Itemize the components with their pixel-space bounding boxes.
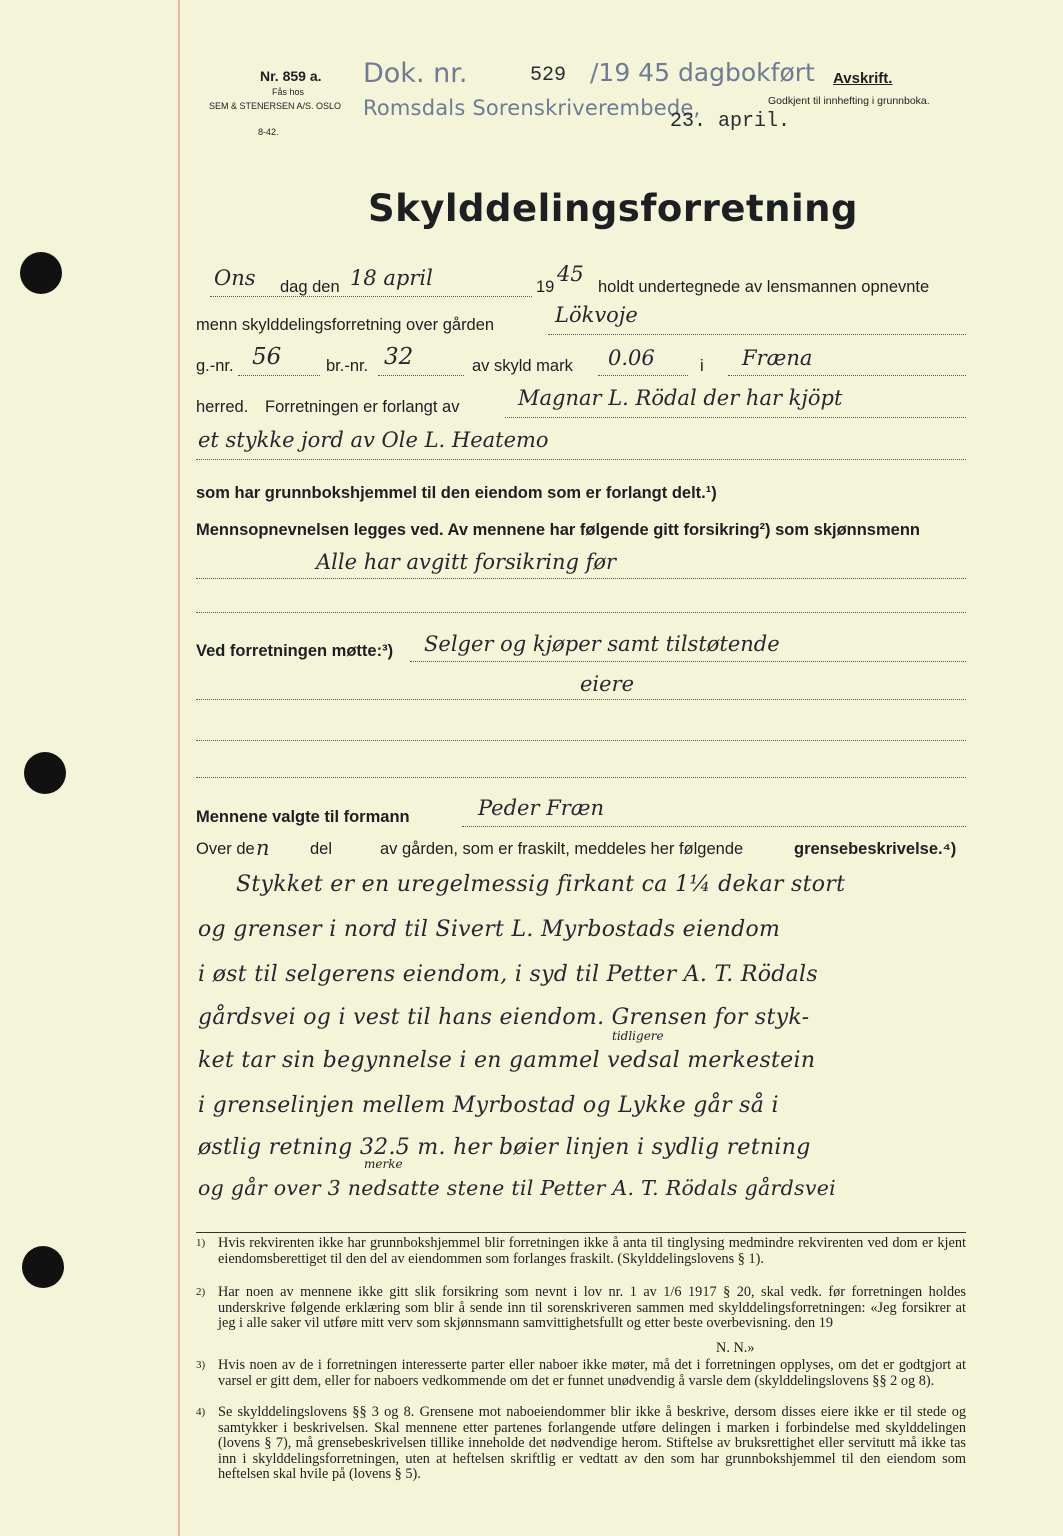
motte-label: Ved forretningen møtte:³) [196, 642, 394, 660]
year-stamp: /19 45 dagbokført [590, 58, 815, 87]
skyld-value: 0.06 [608, 346, 655, 370]
forlangt-value-1: Magnar L. Rödal der har kjöpt [518, 386, 843, 410]
brnr-value: 32 [384, 344, 414, 370]
date-dotted-line [210, 296, 532, 297]
farm-value: Lökvoje [555, 303, 638, 327]
holdt-text: holdt undertegnede av lensmannen opnevnte [598, 278, 930, 296]
farm-dotted-line [548, 334, 966, 335]
motte-dotted-line-3 [196, 740, 966, 741]
del-label: del [310, 840, 333, 858]
forlangt-value-2: et stykke jord av Ole L. Heatemo [198, 428, 549, 452]
forlangt-dotted-line-1 [505, 417, 966, 418]
footnote-4 [196, 1405, 966, 1501]
publisher-line-2: SEM & STENERSEN A/S. OSLO [209, 101, 342, 111]
gnr-label: g.-nr. [196, 357, 234, 375]
brnr-label: br.-nr. [326, 357, 369, 375]
motte-dotted-line-1 [410, 661, 966, 662]
i-label: i [700, 357, 704, 375]
footnote-2-signature-text: N. N.» [716, 1340, 755, 1356]
forsikring-value: Alle har avgitt forsikring før [316, 550, 617, 574]
description-line-5: ket tar sin begynnelse i en gammel vedsal merkestein [198, 1048, 816, 1073]
godkjent-label: Godkjent til innhefting i grunnboka. [768, 95, 930, 107]
office-stamp: Romsdals Sorenskriverembede, [363, 96, 701, 120]
publisher-line-1: Fås hos [272, 87, 305, 97]
publisher-line-3: 8-42. [258, 127, 279, 137]
year-prefix: 19 [536, 278, 555, 296]
dok-number: 529 [530, 64, 567, 87]
dag-den-label: dag den [280, 278, 340, 296]
footnote-2-signature [196, 1341, 966, 1357]
day-value: Ons [214, 266, 256, 290]
gnr-dotted-line [238, 375, 320, 376]
insertion-tidligere: tidligere [612, 1029, 664, 1043]
footnote-2-text: Har noen av mennene ikke gitt slik forsikring som nevnt i lov nr. 1 av 1/6 1917 § 20, skal vedk. før forretningen holdes underskrive følgende erklæring som blir å sende inn til sorenskriveren sammen med skylddelingsforretningen: «Jeg forsikrer at jeg i alle saker vil utføre mitt verv som skjønnsmann samvittighetsfullt og etter beste overbevisning. den 19 [218, 1284, 966, 1331]
menn-text: menn skylddelingsforretning over gården [196, 316, 495, 334]
footnote-1 [196, 1236, 966, 1284]
dok-label: Dok. nr. [363, 58, 468, 89]
motte-dotted-line-2 [196, 699, 966, 700]
year-value: 45 [557, 262, 584, 286]
formann-label: Mennene valgte til formann [196, 808, 410, 826]
footnote-4-text: Se skylddelingslovens §§ 3 og 8. Grensene mot naboeiendommer blir ikke å beskrive, dersom disses eiere ikke er til stede og samtykker i beskrivelsen. Skal mennene etter partenes forlangende utføre delingen i marken i forbindelse med skylddelingen (lovens § 7), må grensebeskrivelsen tillike inneholde det nødvendige herom. Stiftelse av bruksrettighet eller servitutt må ikke tas inn i skylddelingsforretningen, uten at heftelsen skriftlig er vedtatt av den som har grunnbokshjemmel til den eiendom som heftelsen skal hvile på (lovens § 5). [218, 1404, 966, 1482]
forsikring-dotted-line-2 [196, 612, 966, 613]
garden-text: av gården, som er fraskilt, meddeles her følgende [380, 840, 744, 858]
form-number: Nr. 859 a. [260, 68, 322, 84]
description-line-2: og grenser i nord til Sivert L. Myrbostads eiendom [198, 917, 781, 942]
forlangt-label: Forretningen er forlangt av [265, 398, 460, 416]
description-line-1: Stykket er en uregelmessig firkant ca 1¼ dekar stort [236, 872, 846, 897]
forsikring-dotted-line-1 [196, 578, 966, 579]
footnote-1-text: Hvis rekvirenten ikke har grunnbokshjemmel blir forretningen ikke å anta til tinglysing medmindre rekvirenten ved dom er kjent eiendomsberettiget til den del av eiendommen som forlanges fraskilt. (Skylddelingslovens § 1). [218, 1235, 966, 1267]
footnote-2-number: 2) [196, 1286, 206, 1298]
page-title: Skylddelingsforretning [368, 187, 858, 230]
punch-hole-top [20, 252, 62, 294]
over-de-label: Over de [196, 840, 255, 858]
gnr-value: 56 [252, 344, 282, 370]
registration-date: 23. april. [670, 110, 791, 133]
margin-line [178, 0, 180, 1536]
mennsopnevnelsen-text: Mennsopnevnelsen legges ved. Av mennene har følgende gitt forsikring²) som skjønnsmenn [196, 521, 920, 539]
description-line-6: i grenselinjen mellem Myrbostad og Lykke går så i [198, 1093, 779, 1118]
herred-label: herred. [196, 398, 249, 416]
description-line-7: østlig retning 32.5 m. her bøier linjen i sydlig retning [198, 1135, 811, 1160]
avskrift-label: Avskrift. [833, 70, 893, 87]
date-value: 18 april [350, 266, 433, 290]
footnote-2 [196, 1285, 966, 1347]
grensebeskrivelse-label: grensebeskrivelse.⁴) [794, 840, 957, 858]
skyld-label: av skyld mark [472, 357, 573, 375]
description-line-8: og går over 3 nedsatte stene til Petter A. T. Rödals gårdsvei [198, 1176, 837, 1200]
herred-dotted-line [728, 375, 966, 376]
grunnbok-text: som har grunnbokshjemmel til den eiendom som er forlangt delt.¹) [196, 484, 717, 502]
formann-dotted-line [462, 826, 966, 827]
footnote-1-number: 1) [196, 1237, 206, 1249]
brnr-dotted-line [378, 375, 464, 376]
punch-hole-middle [24, 752, 66, 794]
motte-value-1: Selger og kjøper samt tilstøtende [424, 632, 780, 656]
footnote-3-text: Hvis noen av de i forretningen interesserte parter eller naboer ikke møter, må det i forretningen opplyses, om det er godtgjort at varsel er gitt dem, eller for naboers vedkommende om det er funnet unødvendig å varsle dem (skylddelingslovens §§ 2 og 8). [218, 1357, 966, 1389]
formann-value: Peder Fræn [478, 796, 605, 820]
footnote-rule [196, 1232, 966, 1233]
insertion-merke: merke [364, 1157, 403, 1171]
over-de-value: n [256, 836, 270, 860]
motte-value-2: eiere [580, 672, 635, 696]
footnote-3-number: 3) [196, 1359, 206, 1371]
herred-value: Fræna [742, 346, 813, 370]
motte-dotted-line-4 [196, 777, 966, 778]
skyld-dotted-line [598, 375, 688, 376]
description-line-3: i øst til selgerens eiendom, i syd til Petter A. T. Rödals [198, 962, 818, 987]
footnote-3 [196, 1358, 966, 1406]
punch-hole-bottom [22, 1246, 64, 1288]
forlangt-dotted-line-2 [196, 459, 966, 460]
description-line-4: gårdsvei og i vest til hans eiendom. Grensen for styk- [198, 1005, 810, 1030]
footnote-4-number: 4) [196, 1406, 206, 1418]
